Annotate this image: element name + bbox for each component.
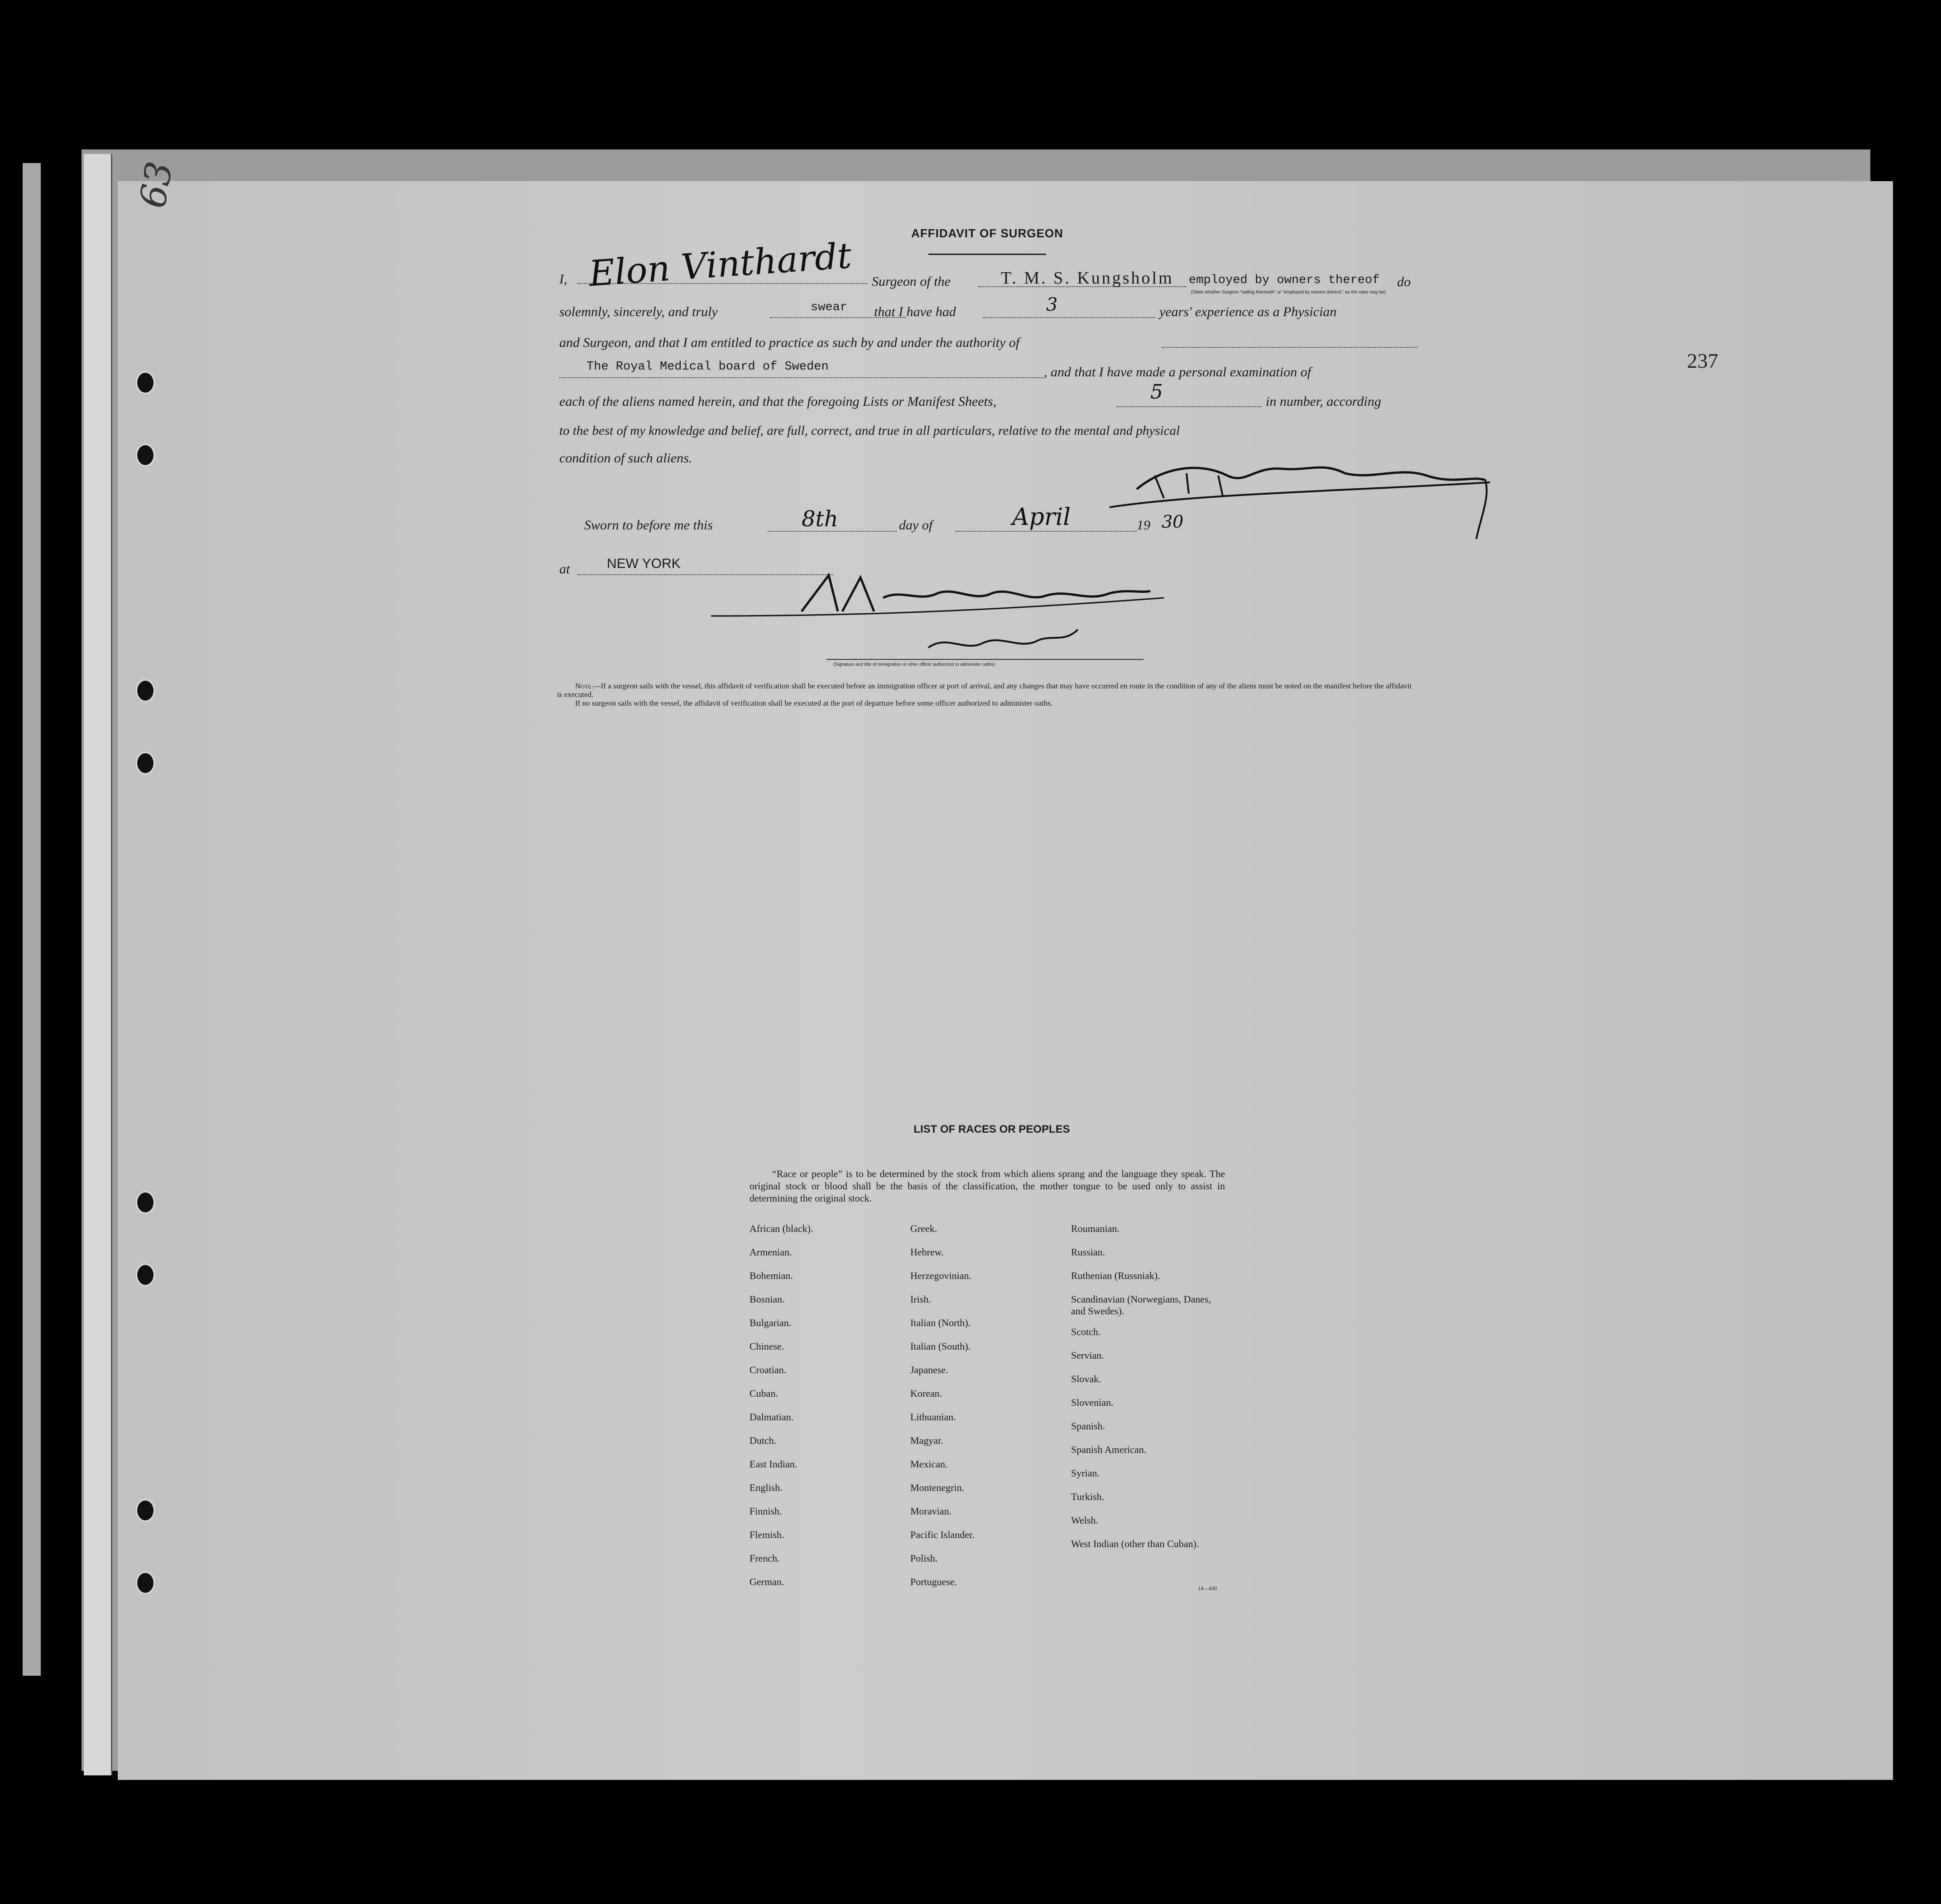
race-item: Greek. [910,1223,937,1234]
race-item: Slovenian. [1071,1397,1114,1408]
margin-handwritten-mark: 63 [131,158,181,212]
race-item: Scotch. [1071,1326,1101,1337]
races-column-1 [749,1223,899,1600]
day-of-text: day of [899,518,933,533]
race-item: Dutch. [749,1435,777,1446]
race-item: Ruthenian (Russniak). [1071,1270,1160,1281]
race-item: Italian (South). [910,1341,971,1352]
races-title: LIST OF RACES OR PEOPLES [913,1123,1070,1135]
surgeon-of-the-text: Surgeon of the [872,274,951,289]
binder-hole [136,1572,155,1594]
race-item: German. [749,1576,784,1587]
binder-hole [136,444,155,466]
years-line [983,317,1155,318]
race-item: French. [749,1553,780,1564]
note-text-2: If no surgeon sails with the vessel, the affidavit of verification shall be executed at the port of departure before some officer authorized to administer oaths. [575,699,1053,707]
race-item: African (black). [749,1223,813,1234]
races-intro [749,1168,1225,1204]
race-item: Servian. [1071,1350,1104,1361]
race-item: English. [749,1482,783,1493]
month-value: April [1012,504,1071,531]
race-item: Spanish. [1071,1420,1105,1432]
race-item: Hebrew. [910,1246,944,1258]
place-typed: NEW YORK [607,556,681,571]
race-item: Italian (North). [910,1317,971,1328]
race-item: Roumanian. [1071,1223,1119,1234]
race-item: Bosnian. [749,1293,785,1305]
i-have-had-text: that I have had [874,304,956,319]
race-item: Russian. [1071,1246,1105,1258]
race-item: Slovak. [1071,1373,1101,1385]
binder-hole [136,371,155,394]
and-surgeon-text: and Surgeon, and that I am entitled to practice as such by and under the authority of [559,335,1020,350]
authority-line-b [559,377,1044,378]
race-item: Dalmatian. [749,1411,794,1423]
day-value: 8th [802,506,838,532]
race-item: Syrian. [1071,1467,1100,1479]
race-item: Pacific Islander. [910,1529,975,1540]
race-item: Polish. [910,1553,938,1564]
race-item: Welsh. [1071,1515,1098,1526]
race-item: Montenegrin. [910,1482,965,1493]
employment-typed: employed by owners thereof [1189,274,1380,287]
binder-hole [136,752,155,774]
title-rule [928,254,1046,255]
race-item: Armenian. [749,1246,792,1258]
years-value: 3 [1046,294,1058,315]
race-item: Japanese. [910,1364,948,1375]
binder-hole [136,1191,155,1214]
race-item: East Indian. [749,1458,798,1470]
race-item: Bulgarian. [749,1317,792,1328]
condition-text: condition of such aliens. [559,451,692,466]
do-text: do [1397,274,1411,289]
race-item: Korean. [910,1388,942,1399]
years-experience-text: years' experience as a Physician [1159,304,1337,319]
races-intro-text: “Race or people” is to be determined by the stock from which aliens sprang and the language they speak. The original stock or blood shall be the basis of the classification, the mother tongue to be used only to assist in determining the original stock. [749,1168,1225,1204]
ship-name: T. M. S. Kungsholm [1001,269,1174,288]
employment-note: (State whether Surgeon "sailing therewith" or "employed by owners thereof," as the case may be) [1191,290,1386,295]
personal-exam-text: , and that I have made a personal examination of [1044,365,1311,380]
race-item: Spanish American. [1071,1444,1147,1455]
solemnly-text: solemnly, sincerely, and truly [559,304,718,319]
note-text-1: —If a surgeon sails with the vessel, this affidavit of verification shall be executed before an immigration officer at port of arrival, and any changes that may have occurred en route in the condition of any of the aliens must be noted on the manifest before the affidavit is executed. [557,682,1412,699]
race-item: Flemish. [749,1529,784,1540]
best-of-text: to the best of my knowledge and belief, are full, correct, and true in all particulars, relative to the mental and physical [559,423,1180,438]
note-label: Note. [575,682,593,690]
authority-typed: The Royal Medical board of Sweden [586,360,829,374]
race-item: Scandinavian (Norwegians, Danes, and Swedes). [1071,1293,1211,1317]
surgeon-name-handwritten: Elon Vinthardt [587,235,853,295]
swear-typed: swear [811,301,848,314]
authority-line-a [1162,347,1417,348]
affidavit-title: AFFIDAVIT OF SURGEON [911,226,1063,240]
race-item: Bohemian. [749,1270,793,1281]
binder-hole [136,1499,155,1522]
page-binding [84,154,112,1775]
officer-signature-line [826,659,1143,660]
form-number: 14—430 [1198,1585,1217,1591]
binder-hole [136,679,155,702]
officer-signature [711,566,1187,666]
book-edge [23,163,41,1676]
race-item: Turkish. [1071,1491,1105,1502]
month-line [956,531,1137,532]
race-item: Finnish. [749,1505,782,1517]
officer-caption: (Signature and title of Immigration or other officer authorized to administer oaths) [833,662,995,667]
year-value: 30 [1162,512,1184,532]
page-number: 237 [1687,349,1718,372]
sheets-line [1116,406,1261,407]
at-text: at [559,562,570,577]
affidavit-note [557,682,1417,707]
race-item: Croatian. [749,1364,787,1375]
race-item: Cuban. [749,1388,778,1399]
race-item: Chinese. [749,1341,784,1352]
race-item: Magyar. [910,1435,943,1446]
race-item: Lithuanian. [910,1411,956,1423]
races-column-3 [1071,1223,1225,1562]
race-item: Herzegovinian. [910,1270,971,1281]
race-item: Irish. [910,1293,931,1305]
sworn-text: Sworn to before me this [584,518,713,533]
race-item: Portuguese. [910,1576,957,1587]
race-item: West Indian (other than Cuban). [1071,1538,1199,1549]
year-prefix: 19 [1137,518,1150,533]
race-item: Moravian. [910,1505,952,1517]
each-of-text: each of the aliens named herein, and that the foregoing Lists or Manifest Sheets, [559,394,997,409]
in-number-text: in number, according [1266,394,1381,409]
race-item: Mexican. [910,1458,948,1470]
affidavit-i: I, [559,272,567,287]
binder-hole [136,1264,155,1286]
races-column-2 [910,1223,1060,1600]
sheets-value: 5 [1150,380,1163,404]
